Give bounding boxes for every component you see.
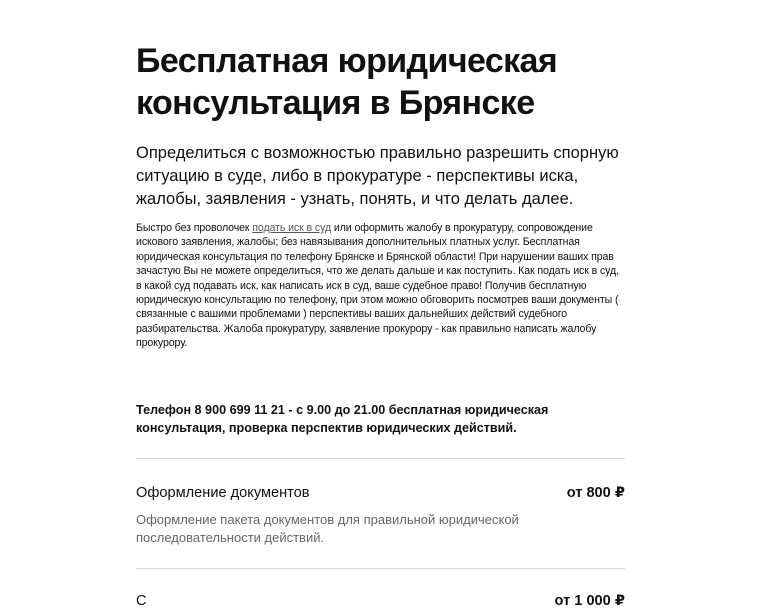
page-title: Бесплатная юридическая консультация в Брянске	[136, 42, 558, 122]
service-description: Оформление пакета документов для правильной юридической последовательности действий.	[136, 512, 519, 545]
description-paragraph	[136, 221, 626, 351]
service-price: от 800 ₽	[566, 485, 625, 501]
description-text-rest: или оформить жалобу в прокуратуру, сопровождение искового заявления, жалобы; без навязывания дополнительных платных услуг. Бесплатная юридическая консультация по телефону Брянске и Брянской области! При нарушении ваших прав зачастую Вы не можете определиться, что же делать дальше и как поступить. Как подать иск в суд, в какой суд подавать иск, как написать иск в суд, ваше судебное право! Получив бесплатную юридическую консультацию по телефону, при этом можно обговорить посмотрев ваши документы ( связанные с вашими проблемами ) перспективы ваших дальнейших действий судебного разбирательства. Жалоба прокуратуру, заявление прокурору - как правильно написать жалобу прокурору.	[136, 222, 619, 350]
divider	[136, 568, 625, 569]
description-text-start: Быстро без проволочек	[136, 222, 253, 234]
service-title: С	[136, 593, 147, 609]
lead-paragraph: Определиться с возможностью правильно разрешить спорную ситуацию в суде, либо в прокуратуре - перспективы иска, жалобы, заявления - узнать, понять, и что делать далее.	[136, 144, 619, 208]
service-title: Оформление документов	[136, 485, 310, 501]
phone-info: Телефон 8 900 699 11 21 - с 9.00 до 21.00 бесплатная юридическая консультация, проверка перспектив юридических действий.	[136, 403, 549, 435]
file-lawsuit-link[interactable]: подать иск в суд	[252, 222, 332, 234]
service-price: от 1 000 ₽	[554, 593, 625, 609]
service-item	[136, 483, 625, 547]
divider	[136, 458, 625, 459]
service-item	[136, 591, 625, 611]
hero-section	[136, 40, 626, 351]
